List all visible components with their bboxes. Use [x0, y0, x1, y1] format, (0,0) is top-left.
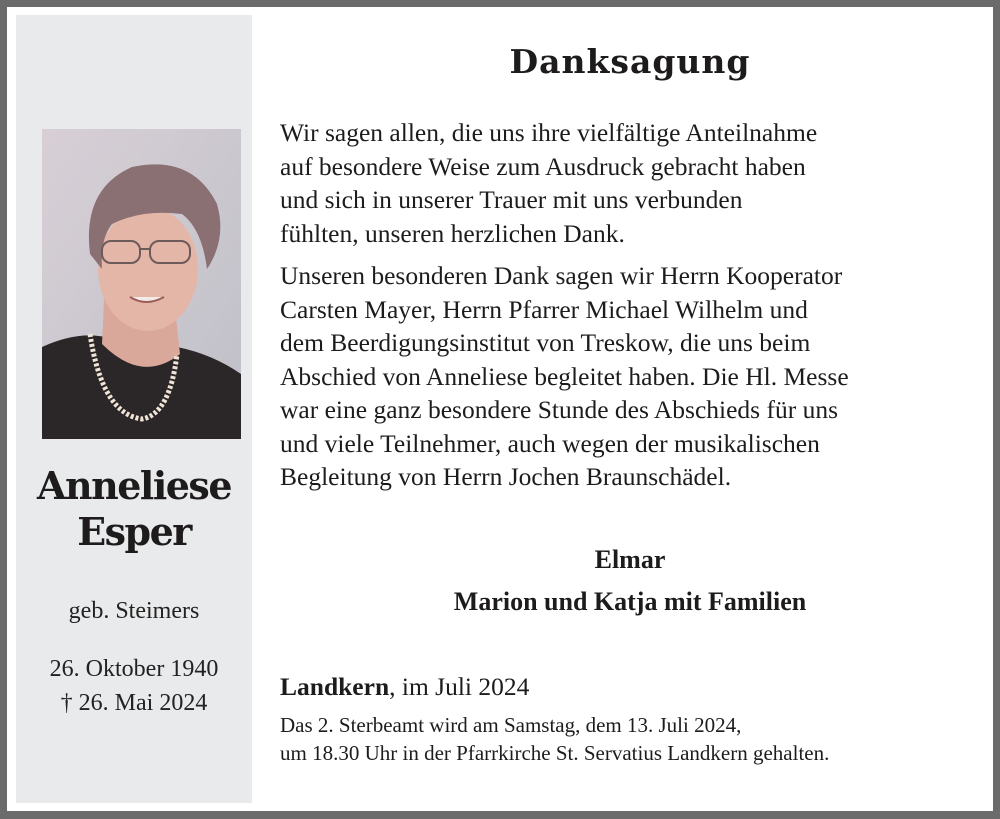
paragraph-line: Wir sagen allen, die uns ihre vielfältige Anteilnahme: [280, 118, 818, 147]
paragraph-line: fühlten, unseren herzlichen Dank.: [280, 218, 625, 248]
notice-title: Danksagung: [509, 42, 751, 81]
paragraph-line: Begleitung von Herrn Jochen Braunschädel.: [280, 462, 732, 491]
place-name: Landkern: [280, 672, 390, 701]
portrait-image: [42, 129, 241, 439]
deceased-last-name: Esper: [77, 509, 191, 554]
paragraph-line: Carsten Mayer, Herrn Pfarrer Michael Wilhelm und: [280, 294, 808, 324]
service-note: [280, 711, 829, 767]
thanks-paragraph-1: [280, 116, 970, 250]
service-note-line: um 18.30 Uhr in der Pfarrkirche St. Servatius Landkern gehalten.: [280, 741, 830, 765]
paragraph-line: dem Beerdigungsinstitut von Treskow, die uns beim: [280, 328, 811, 357]
paragraph-line: auf besondere Weise zum Ausdruck gebracht haben: [280, 151, 806, 181]
paragraph-line: Unseren besonderen Dank sagen wir Herrn Kooperator: [280, 261, 843, 290]
deceased-first-name: Anneliese: [36, 463, 232, 508]
signature-line-1: Elmar: [594, 545, 666, 574]
signature-line-2: Marion und Katja mit Familien: [453, 587, 807, 616]
paragraph-line: war eine ganz besondere Stunde des Abschieds für uns: [280, 395, 839, 424]
place-and-date: [280, 672, 529, 702]
side-panel: [16, 15, 252, 803]
birth-date: 26. Oktober 1940: [49, 656, 219, 682]
paragraph-line: und sich in unserer Trauer mit uns verbunden: [280, 185, 743, 214]
thanks-paragraph-2: [280, 259, 970, 494]
birth-name: geb. Steimers: [68, 598, 200, 624]
service-note-line: Das 2. Sterbeamt wird am Samstag, dem 13. Juli 2024,: [280, 713, 742, 737]
portrait-photo: [42, 129, 241, 439]
death-date: † 26. Mai 2024: [60, 690, 208, 716]
date-text: , im Juli 2024: [389, 672, 530, 701]
paragraph-line: und viele Teilnehmer, auch wegen der musikalischen: [280, 428, 820, 458]
paragraph-line: Abschied von Anneliese begleitet haben. Die Hl. Messe: [280, 361, 849, 391]
